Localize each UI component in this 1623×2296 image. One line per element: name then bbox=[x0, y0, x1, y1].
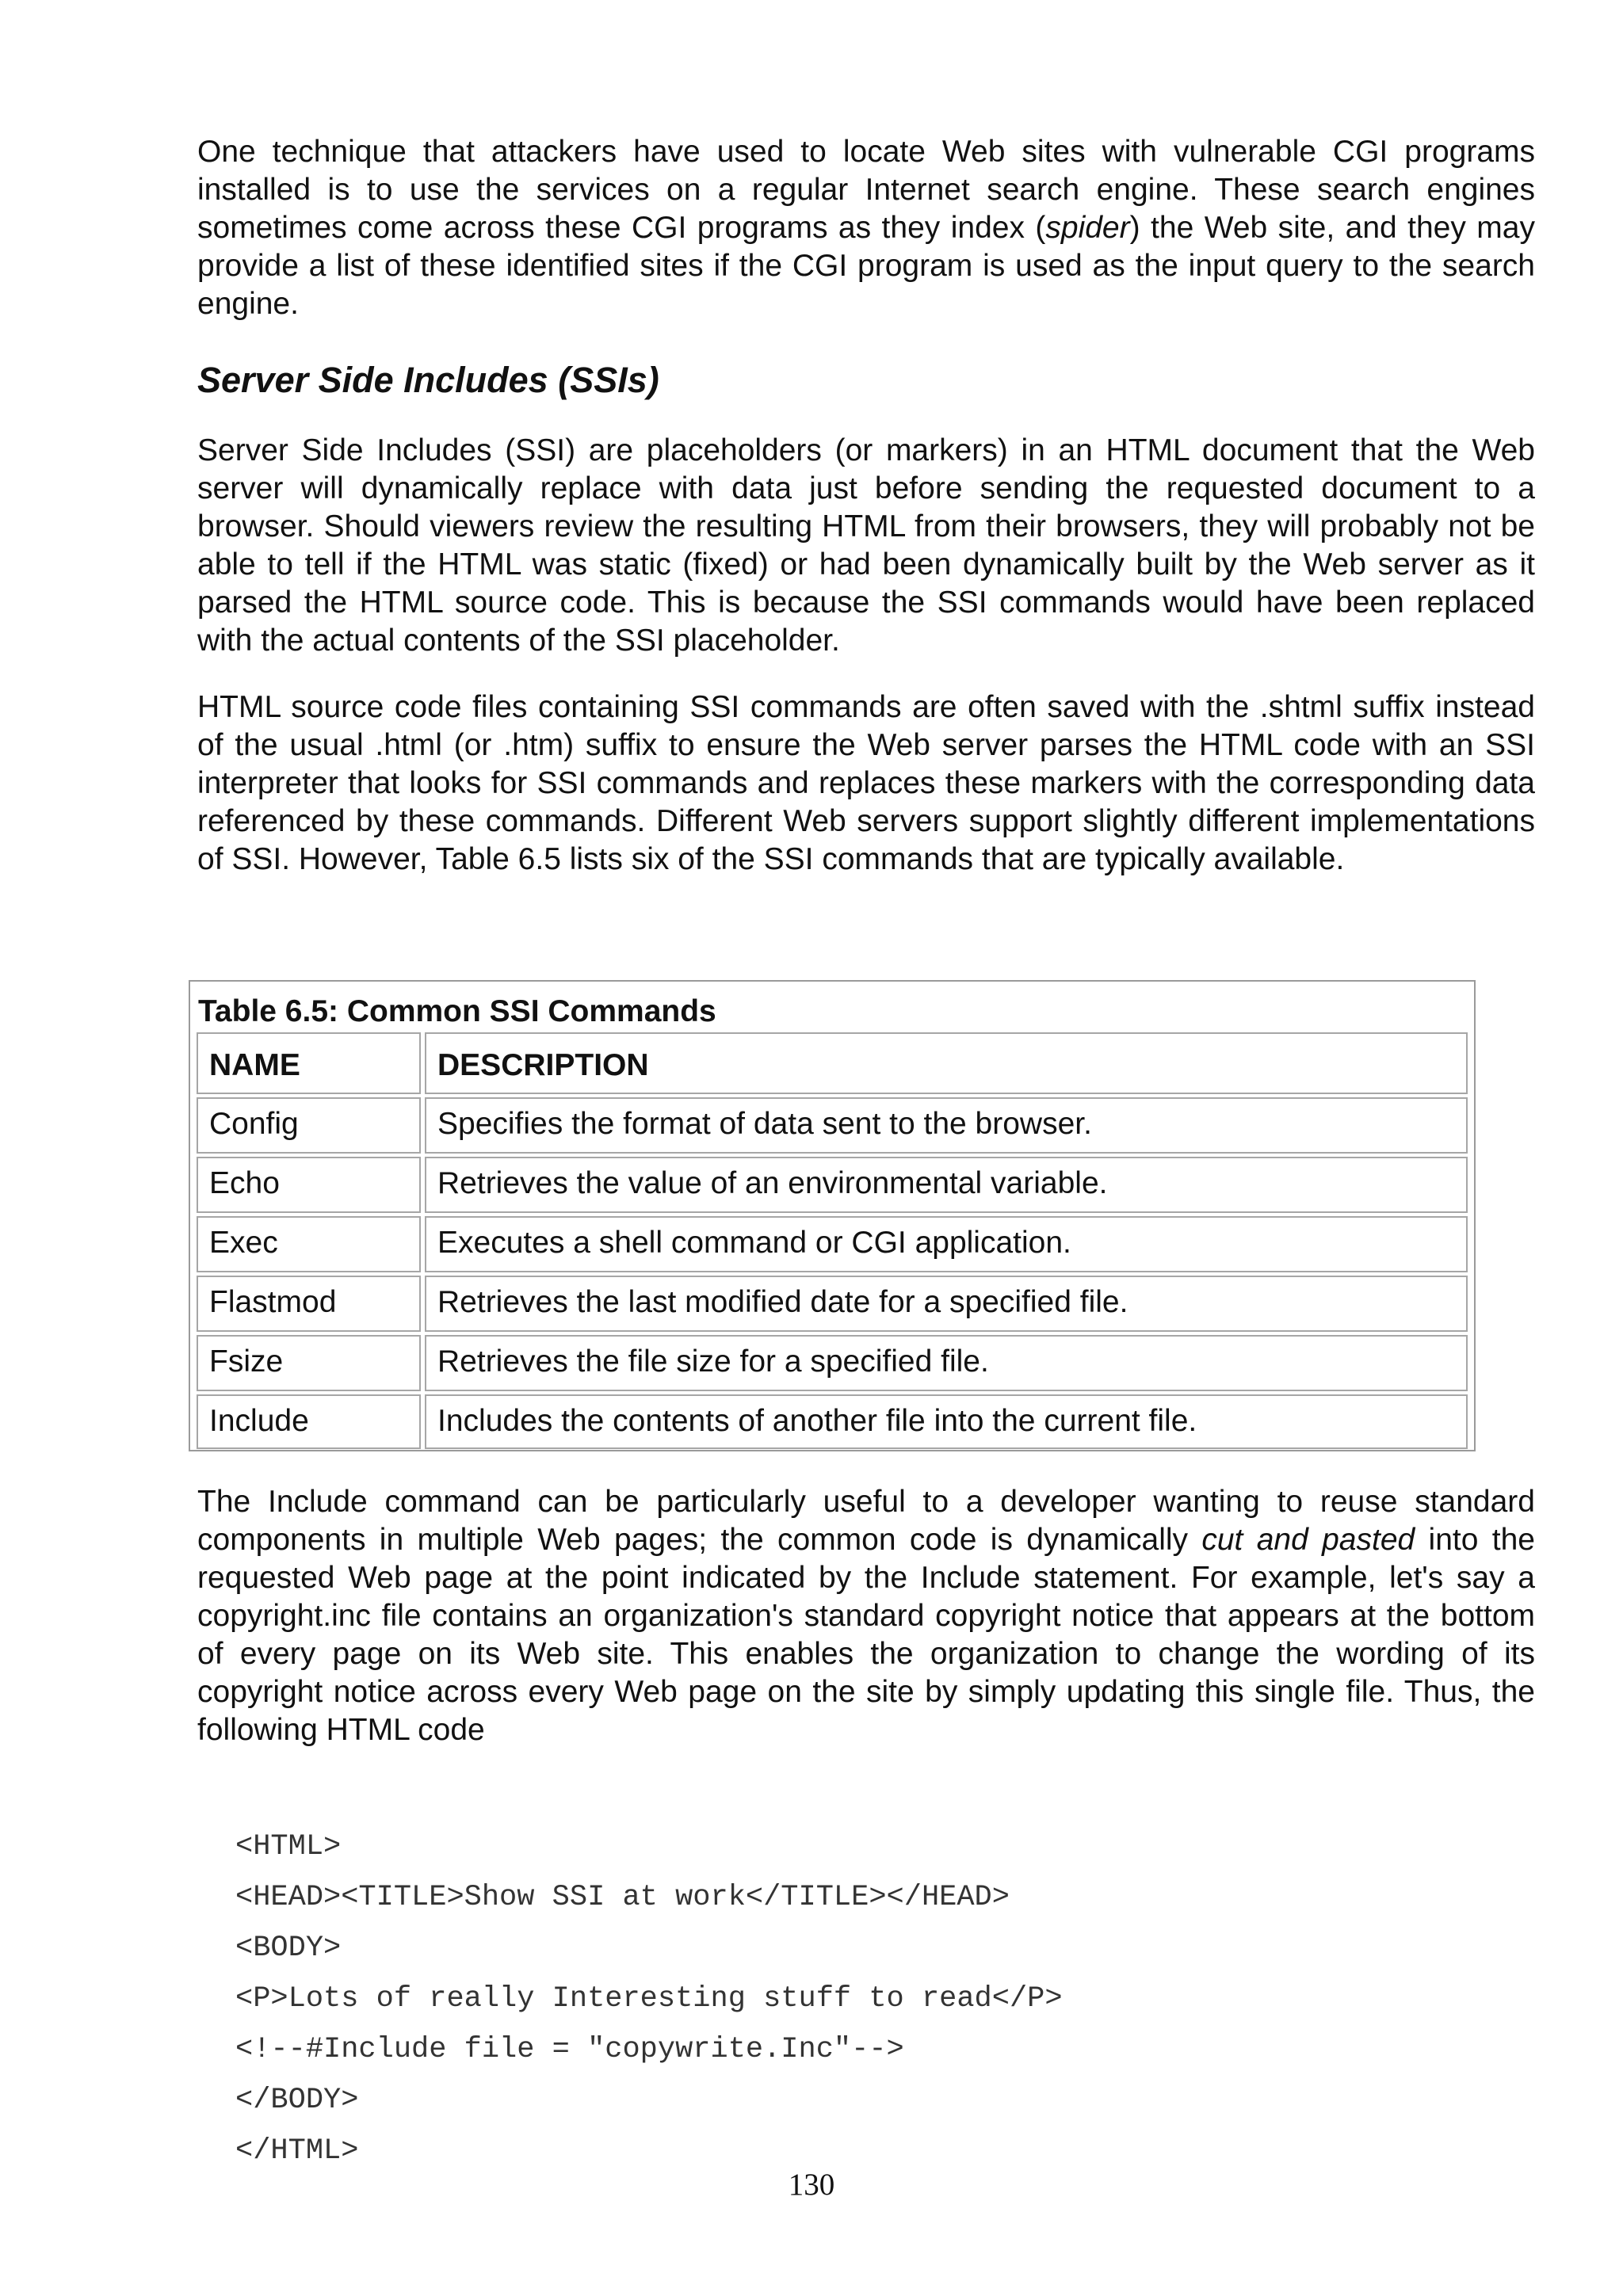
paragraph-text: The Include command can be particularly useful to a developer wanting to reuse standard components in multiple Web pages; the common code is dynamically bbox=[197, 1485, 1535, 1557]
table-cell-name: Exec bbox=[197, 1216, 421, 1272]
section-heading: Server Side Includes (SSIs) bbox=[197, 360, 659, 400]
table-cell-description: Specifies the format of data sent to the browser. bbox=[425, 1097, 1468, 1154]
table-cell-description: Executes a shell command or CGI application. bbox=[425, 1216, 1468, 1272]
table-header-name: NAME bbox=[197, 1032, 421, 1094]
html-code-example bbox=[235, 1821, 1063, 2176]
paragraph-ssi-definition: Server Side Includes (SSI) are placeholders (or markers) in an HTML document that the Web server will dynamically replace with data just before sending the requested document to a browser. Should viewers review the resulting HTML from their browsers, they will probably not be able to tell if the HTML was static (fixed) or had been dynamically built by the Web server as it parsed the HTML source code. This is because the SSI commands would have been replaced with the actual contents of the SSI placeholder. bbox=[197, 433, 1535, 658]
code-line: <HEAD><TITLE>Show SSI at work</TITLE></HEAD> bbox=[235, 1881, 1010, 1914]
code-line: <!--#Include file = "copywrite.Inc"--> bbox=[235, 2033, 904, 2066]
paragraph-text: One technique that attackers have used to locate Web sites with vulnerable CGI programs installed is to use the services on a regular Internet search engine. These search engines sometimes come across these CGI programs as they index ( bbox=[197, 135, 1535, 245]
code-line: </HTML> bbox=[235, 2134, 359, 2168]
emphasis-text: cut and pasted bbox=[1201, 1523, 1415, 1557]
table-cell-name: Config bbox=[197, 1097, 421, 1154]
paragraph-include-command bbox=[197, 1483, 1535, 1749]
table-cell-description: Retrieves the value of an environmental variable. bbox=[425, 1157, 1468, 1213]
emphasis-text: spider bbox=[1045, 211, 1130, 245]
code-line: <P>Lots of really Interesting stuff to read</P> bbox=[235, 1982, 1063, 2016]
code-line: <HTML> bbox=[235, 1830, 342, 1863]
code-line: <BODY> bbox=[235, 1932, 342, 1965]
table-caption: Table 6.5: Common SSI Commands bbox=[198, 994, 716, 1028]
table-header-description: DESCRIPTION bbox=[425, 1032, 1468, 1094]
paragraph-text: ) the Web site, and they may provide a list of these identified sites if the CGI program is used as the input query to the search engine. bbox=[197, 211, 1535, 321]
table-cell-description: Retrieves the last modified date for a specified file. bbox=[425, 1276, 1468, 1332]
table-cell-name: Flastmod bbox=[197, 1276, 421, 1332]
code-line: </BODY> bbox=[235, 2084, 359, 2117]
page-number: 130 bbox=[788, 2168, 835, 2202]
paragraph-cgi-search bbox=[197, 133, 1535, 323]
table-cell-name: Echo bbox=[197, 1157, 421, 1213]
table-cell-description: Includes the contents of another file into the current file. bbox=[425, 1394, 1468, 1449]
ssi-commands-table bbox=[189, 980, 1476, 1451]
table-cell-name: Fsize bbox=[197, 1335, 421, 1391]
table-cell-description: Retrieves the file size for a specified file. bbox=[425, 1335, 1468, 1391]
paragraph-shtml-suffix: HTML source code files containing SSI commands are often saved with the .shtml suffix instead of the usual .html (or .htm) suffix to ensure the Web server parses the HTML code with an SSI interpreter that looks for SSI commands and replaces these markers with the corresponding data referenced by these commands. Different Web servers support slightly different implementations of SSI. However, Table 6.5 lists six of the SSI commands that are typically available. bbox=[197, 690, 1535, 876]
table-cell-name: Include bbox=[197, 1394, 421, 1449]
paragraph-text: into the requested Web page at the point indicated by the Include statement. For example, let's say a copyright.inc file contains an organization's standard copyright notice that appears at the bottom of every page on its Web site. This enables the organization to change the wording of its copyright notice across every Web page on the site by simply updating this single file. Thus, the following HTML code bbox=[197, 1523, 1535, 1747]
